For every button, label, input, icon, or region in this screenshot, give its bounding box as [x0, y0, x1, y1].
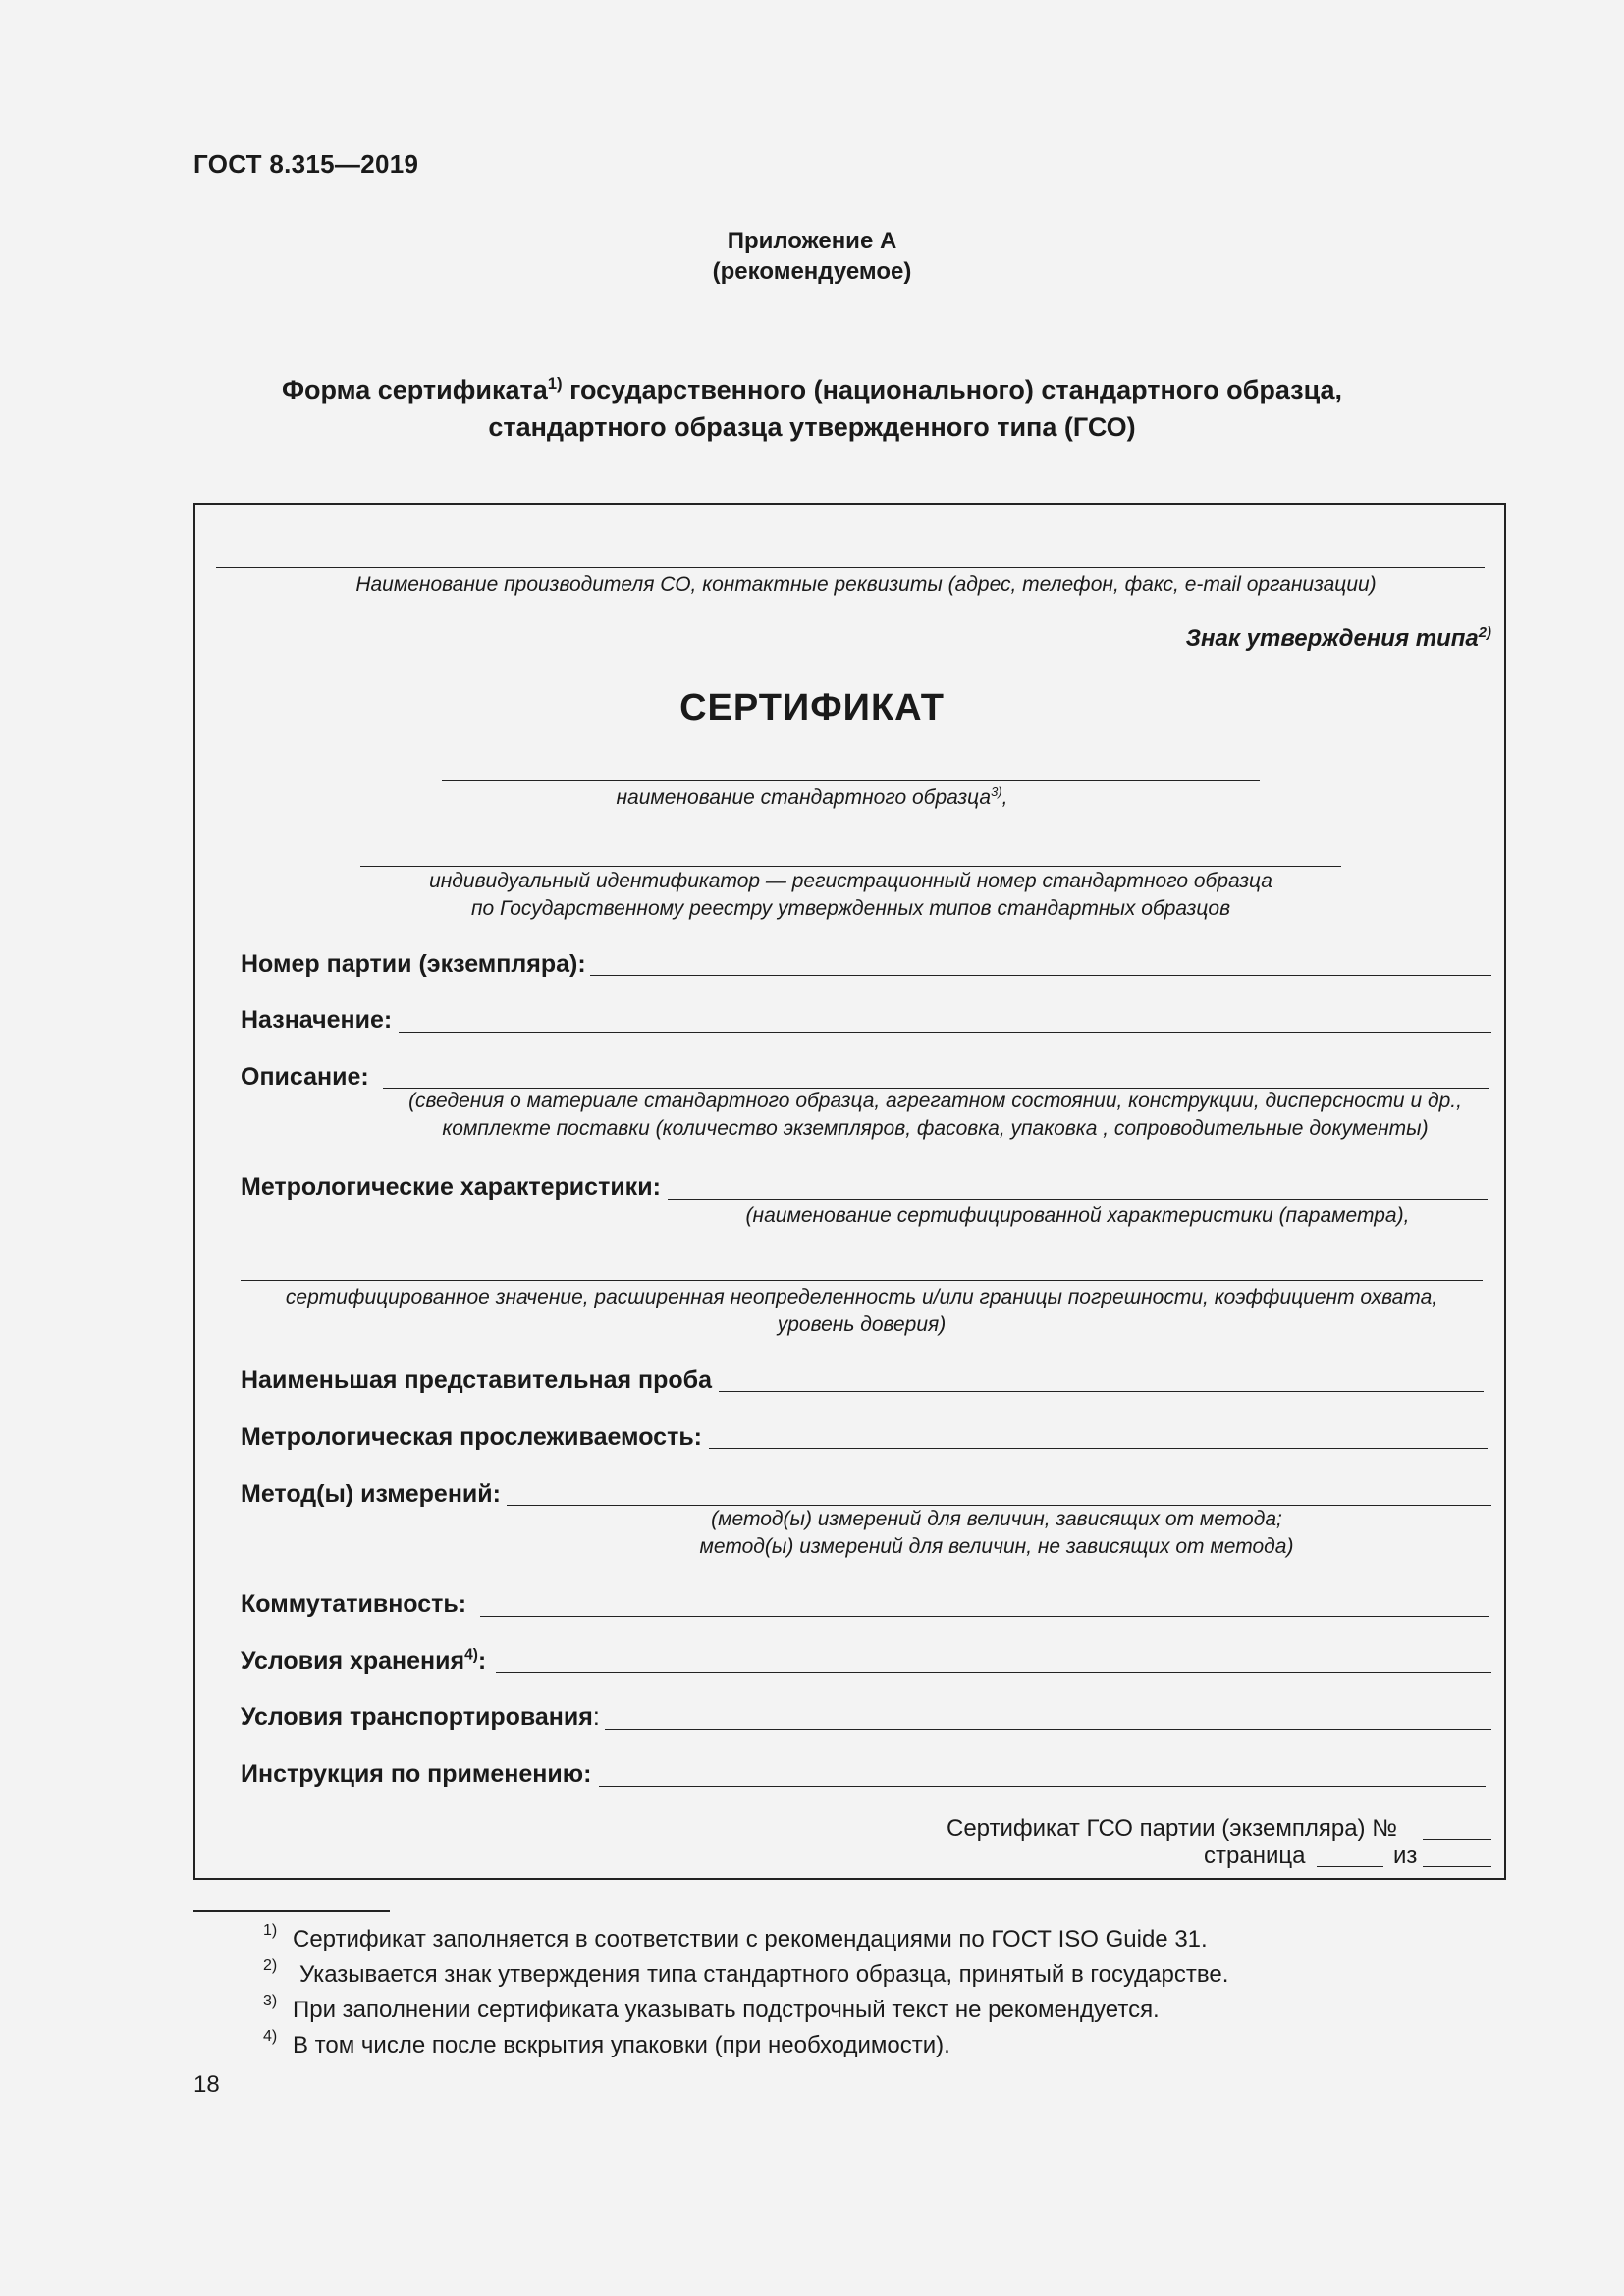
storage-footnote-ref: 4): [464, 1646, 478, 1664]
traceability-line: [709, 1448, 1488, 1449]
storage-line: [496, 1672, 1491, 1673]
rm-name-line: [442, 780, 1260, 781]
identifier-caption-line2: по Государственному реестру утвержденных типов стандартных образцов: [470, 897, 1231, 920]
storage-colon: :: [477, 1647, 487, 1675]
footnote-3-text: При заполнении сертификата указывать подстрочный текст не рекомендуется.: [293, 1997, 1160, 2023]
footnote-1-text: Сертификат заполняется в соответствии с рекомендациями по ГОСТ ISO Guide 31.: [293, 1926, 1208, 1952]
rm-name-caption-text: наименование стандартного образца: [616, 786, 992, 809]
identifier-caption: [360, 868, 1341, 923]
commutability-line: [480, 1616, 1489, 1617]
identifier-caption-line1: индивидуальный идентификатор — регистрационный номер стандартного образца: [429, 870, 1272, 892]
footnote-3-mark: 3): [263, 1993, 278, 2009]
footnote-1-mark: 1): [263, 1922, 278, 1939]
footnote-4-mark: 4): [263, 2028, 278, 2045]
page-label: страница: [1204, 1842, 1306, 1869]
description-caption: [373, 1088, 1497, 1143]
metrological-characteristics-label: Метрологические характеристики:: [241, 1173, 661, 1201]
appendix-status: (рекомендуемое): [712, 258, 912, 285]
batch-number-line: [590, 975, 1491, 976]
title-line2: стандартного образца утвержденного типа (ГСО): [488, 412, 1136, 442]
approval-mark-footnote-ref: 2): [1478, 625, 1491, 641]
transport-label-text: Условия транспортирования: [241, 1703, 593, 1731]
title-part1-rest: государственного (национального) стандартного образца,: [562, 375, 1343, 404]
transport-line: [605, 1729, 1491, 1730]
metrological-caption-line3: уровень доверия): [777, 1313, 947, 1336]
rm-name-caption: [0, 784, 1624, 812]
title-footnote-ref: 1): [547, 374, 563, 393]
description-label: Описание:: [241, 1063, 369, 1091]
certificate-number-line: [1423, 1839, 1491, 1840]
footnote-separator: [193, 1910, 390, 1912]
methods-caption-line1: (метод(ы) измерений для величин, зависящих от метода;: [711, 1508, 1282, 1530]
methods-caption-line2: метод(ы) измерений для величин, не зависящих от метода): [699, 1535, 1294, 1558]
traceability-label: Метрологическая прослеживаемость:: [241, 1423, 703, 1451]
approval-mark-label: [1186, 625, 1491, 653]
footnote-4-text: В том числе после вскрытия упаковки (при необходимости).: [293, 2032, 950, 2058]
of-label: из: [1393, 1842, 1418, 1869]
min-sample-label: Наименьшая представительная проба: [241, 1366, 712, 1394]
form-title: [0, 371, 1624, 446]
appendix-title: Приложение А: [727, 228, 897, 254]
storage-label-text: Условия хранения: [241, 1647, 465, 1675]
footnote-2-text: Указывается знак утверждения типа стандартного образца, принятый в государстве.: [299, 1961, 1229, 1988]
metrological-characteristics-line: [668, 1199, 1488, 1200]
storage-label: [241, 1647, 486, 1676]
certificate-title: СЕРТИФИКАТ: [679, 687, 945, 728]
purpose-line: [399, 1032, 1491, 1033]
transport-label: [241, 1703, 600, 1732]
metrological-caption-line2: сертифицированное значение, расширенная неопределенность и/или границы погрешности, коэффициент охвата,: [285, 1286, 1438, 1308]
min-sample-line: [719, 1391, 1484, 1392]
producer-caption: Наименование производителя СО, контактные реквизиты (адрес, телефон, факс, e-mail организации): [355, 573, 1377, 596]
methods-caption: [589, 1506, 1404, 1561]
certificate-batch-footer: Сертификат ГСО партии (экземпляра) №: [947, 1815, 1397, 1842]
footnote-2-mark: 2): [263, 1957, 278, 1974]
rm-name-footnote-ref: 3): [991, 784, 1002, 799]
identifier-line: [360, 866, 1341, 867]
title-part1: Форма сертификата: [281, 375, 548, 404]
description-caption-line2: комплекте поставки (количество экземпляров, фасовка, упаковка , сопроводительные документы): [442, 1117, 1429, 1140]
page-number-line: [1317, 1866, 1383, 1867]
commutability-label: Коммутативность:: [241, 1590, 467, 1618]
producer-line: [216, 567, 1485, 568]
page-total-line: [1423, 1866, 1491, 1867]
purpose-label: Назначение:: [241, 1006, 393, 1034]
instructions-label: Инструкция по применению:: [241, 1760, 592, 1788]
transport-colon: :: [592, 1703, 600, 1731]
metrological-caption-2: [241, 1284, 1483, 1339]
rm-name-caption-tail: ,: [1001, 786, 1008, 809]
approval-mark-text: Знак утверждения типа: [1185, 625, 1479, 652]
metrological-caption-1: (наименование сертифицированной характеристики (параметра),: [745, 1204, 1410, 1227]
methods-label: Метод(ы) измерений:: [241, 1480, 501, 1508]
description-caption-line1: (сведения о материале стандартного образца, агрегатном состоянии, конструкции, дисперсности и др.,: [408, 1090, 1462, 1112]
batch-number-label: Номер партии (экземпляра):: [241, 950, 586, 978]
metrological-value-line: [241, 1280, 1483, 1281]
document-id: ГОСТ 8.315—2019: [193, 149, 419, 179]
page-number: 18: [193, 2071, 220, 2098]
instructions-line: [599, 1786, 1486, 1787]
appendix-heading: [0, 226, 1624, 287]
